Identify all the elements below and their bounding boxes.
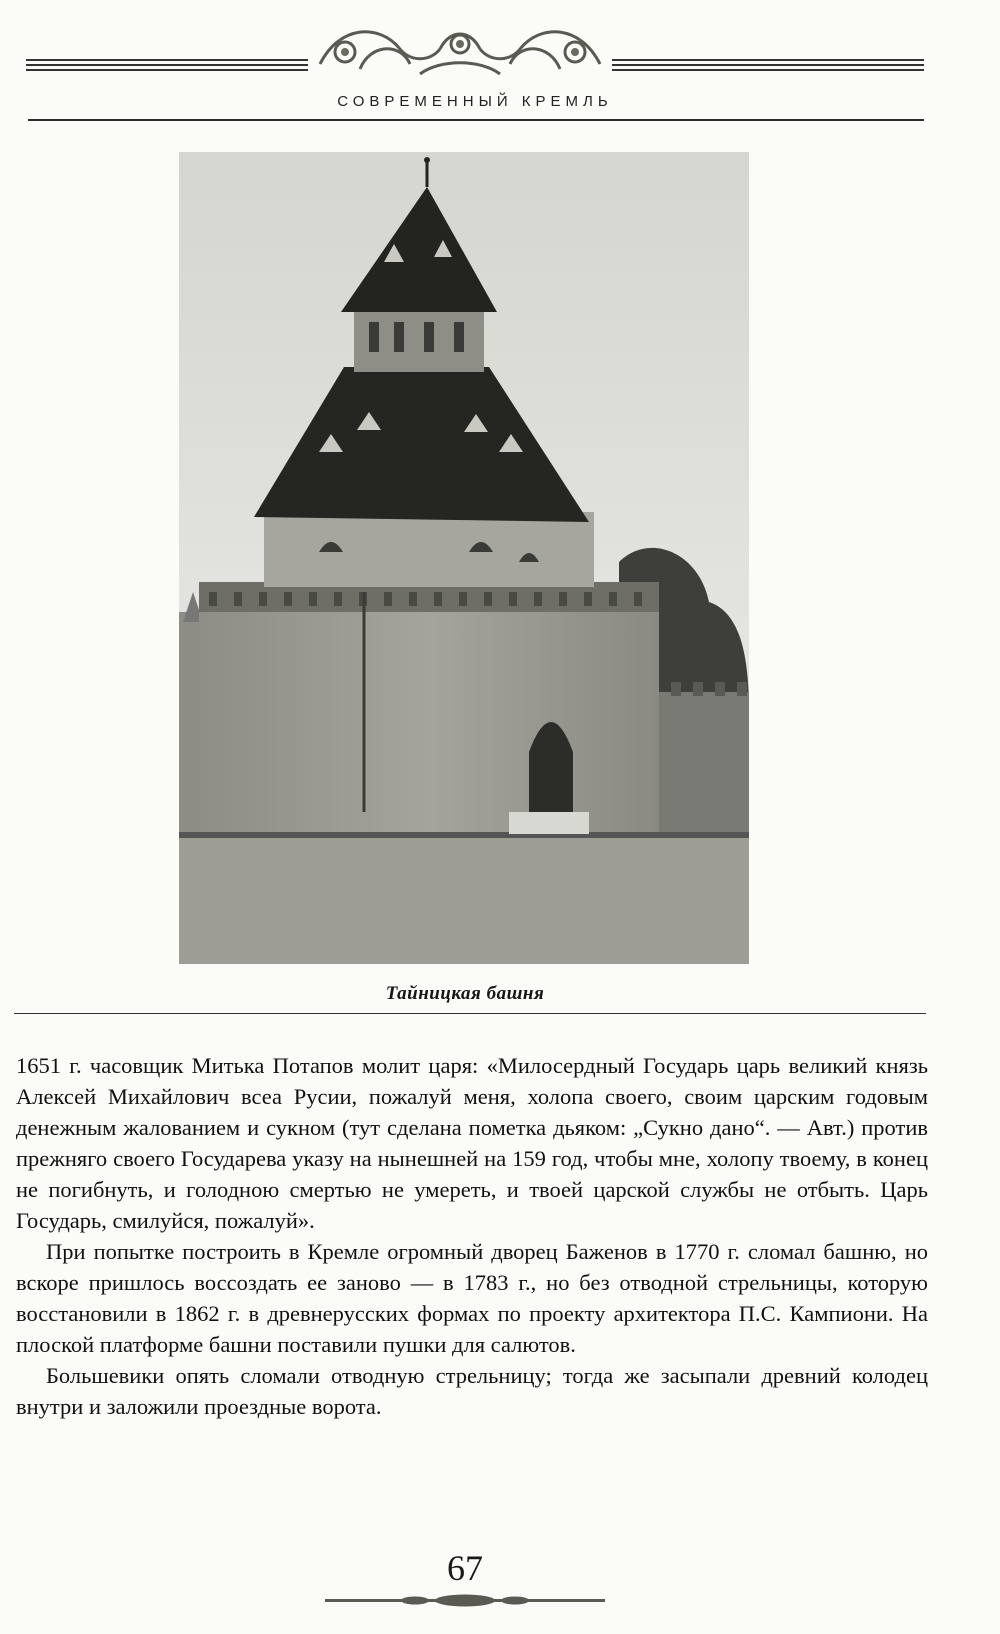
tower-photo	[179, 152, 749, 964]
caption-divider	[14, 1013, 926, 1014]
photo-caption: Тайницкая башня	[385, 983, 545, 1004]
body-text	[16, 1050, 928, 1422]
running-title: СОВРЕМЕННЫЙ КРЕМЛЬ	[337, 93, 613, 110]
header-ornament-icon	[300, 14, 620, 84]
header-rule-right	[612, 58, 924, 72]
footer-ornament-icon	[325, 1593, 605, 1609]
paragraph: При попытке построить в Кремле огромный дворец Баженов в 1770 г. сломал башню, но вскоре пришлось воссоздать ее заново — в 1783 г., но без отводной стрельницы, которую восстановили в 1862 г. в древнерусских формах по проекту архитектора П.С. Кампиони. На плоской платформе башни поставили пушки для салютов.	[16, 1239, 928, 1357]
paragraph: Большевики опять сломали отводную стрельницу; тогда же засыпали древний колодец внутри и заложили проездные ворота.	[16, 1363, 928, 1419]
header-rule-left	[26, 58, 308, 72]
paragraph: 1651 г. часовщик Митька Потапов молит царя: «Милосердный Государь царь великий князь Алексей Михайлович всеа Русии, пожалуй меня, холопа своего, своим царским годовым денежным жалованием и сукном (тут сделана пометка дьяком: „Сукно дано“. — Авт.) против прежняго своего Государева указу на нынешней на 159 год, чтобы мне, холопу твоему, в конец не погибнуть, и голодною смертью не умереть, и твоей царской службы не отбыть. Царь Государь, смилуйся, пожалуй».	[16, 1053, 928, 1233]
header-divider	[28, 119, 924, 121]
page-number: 67	[447, 1548, 483, 1588]
